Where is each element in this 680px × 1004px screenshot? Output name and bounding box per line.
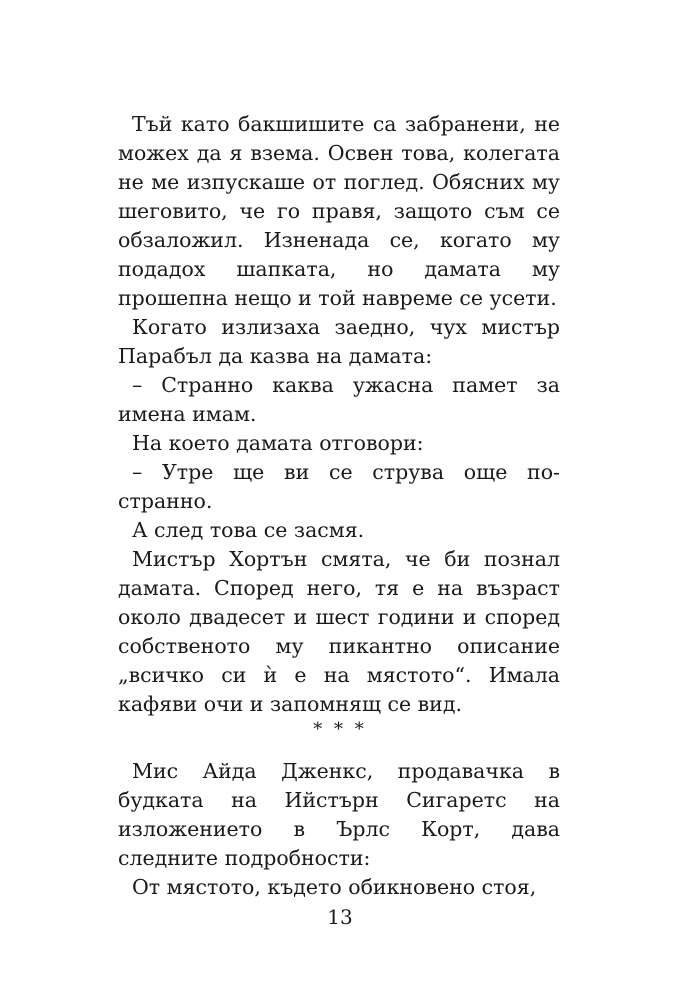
dialogue-line: – Утре ще ви се струва още по-странно.	[118, 460, 560, 513]
dialogue-line: – Странно каква ужасна памет за имена имам.	[118, 373, 560, 426]
section-separator: * * *	[313, 719, 367, 740]
paragraph: Мис Айда Дженкс, продавачка в будката на Ийстърн Сигаретс на изложението в Ърлс Корт, дава следните подробности:	[118, 759, 560, 870]
paragraph: А след това се засмя.	[132, 518, 365, 542]
paragraph: От мястото, където обикновено стоя,	[132, 875, 537, 899]
text-block-lower	[118, 757, 560, 902]
paragraph: Когато излизаха заедно, чух мистър Парабъл да казва на дамата:	[118, 315, 560, 368]
paragraph: Тъй като бакшишите са забранени, не можех да я взема. Освен това, колегата не ме изпускаше от поглед. Обясних му шеговито, че го правя, защото съм се обзаложил. Изненада се, когато му подадох шапката, но дамата му прошепна нещо и той навреме се усети.	[118, 112, 560, 310]
text-block-upper	[118, 110, 560, 719]
paragraph: На което дамата отговори:	[132, 431, 424, 455]
page-number: 13	[327, 905, 353, 929]
paragraph: Мистър Хортън смята, че би познал дамата. Според него, тя е на възраст около двадесет и шест години и според собственото му пикантно описание „всичко си ѝ е на мястото“. Имала кафяви очи и запомнящ се вид.	[118, 547, 560, 716]
